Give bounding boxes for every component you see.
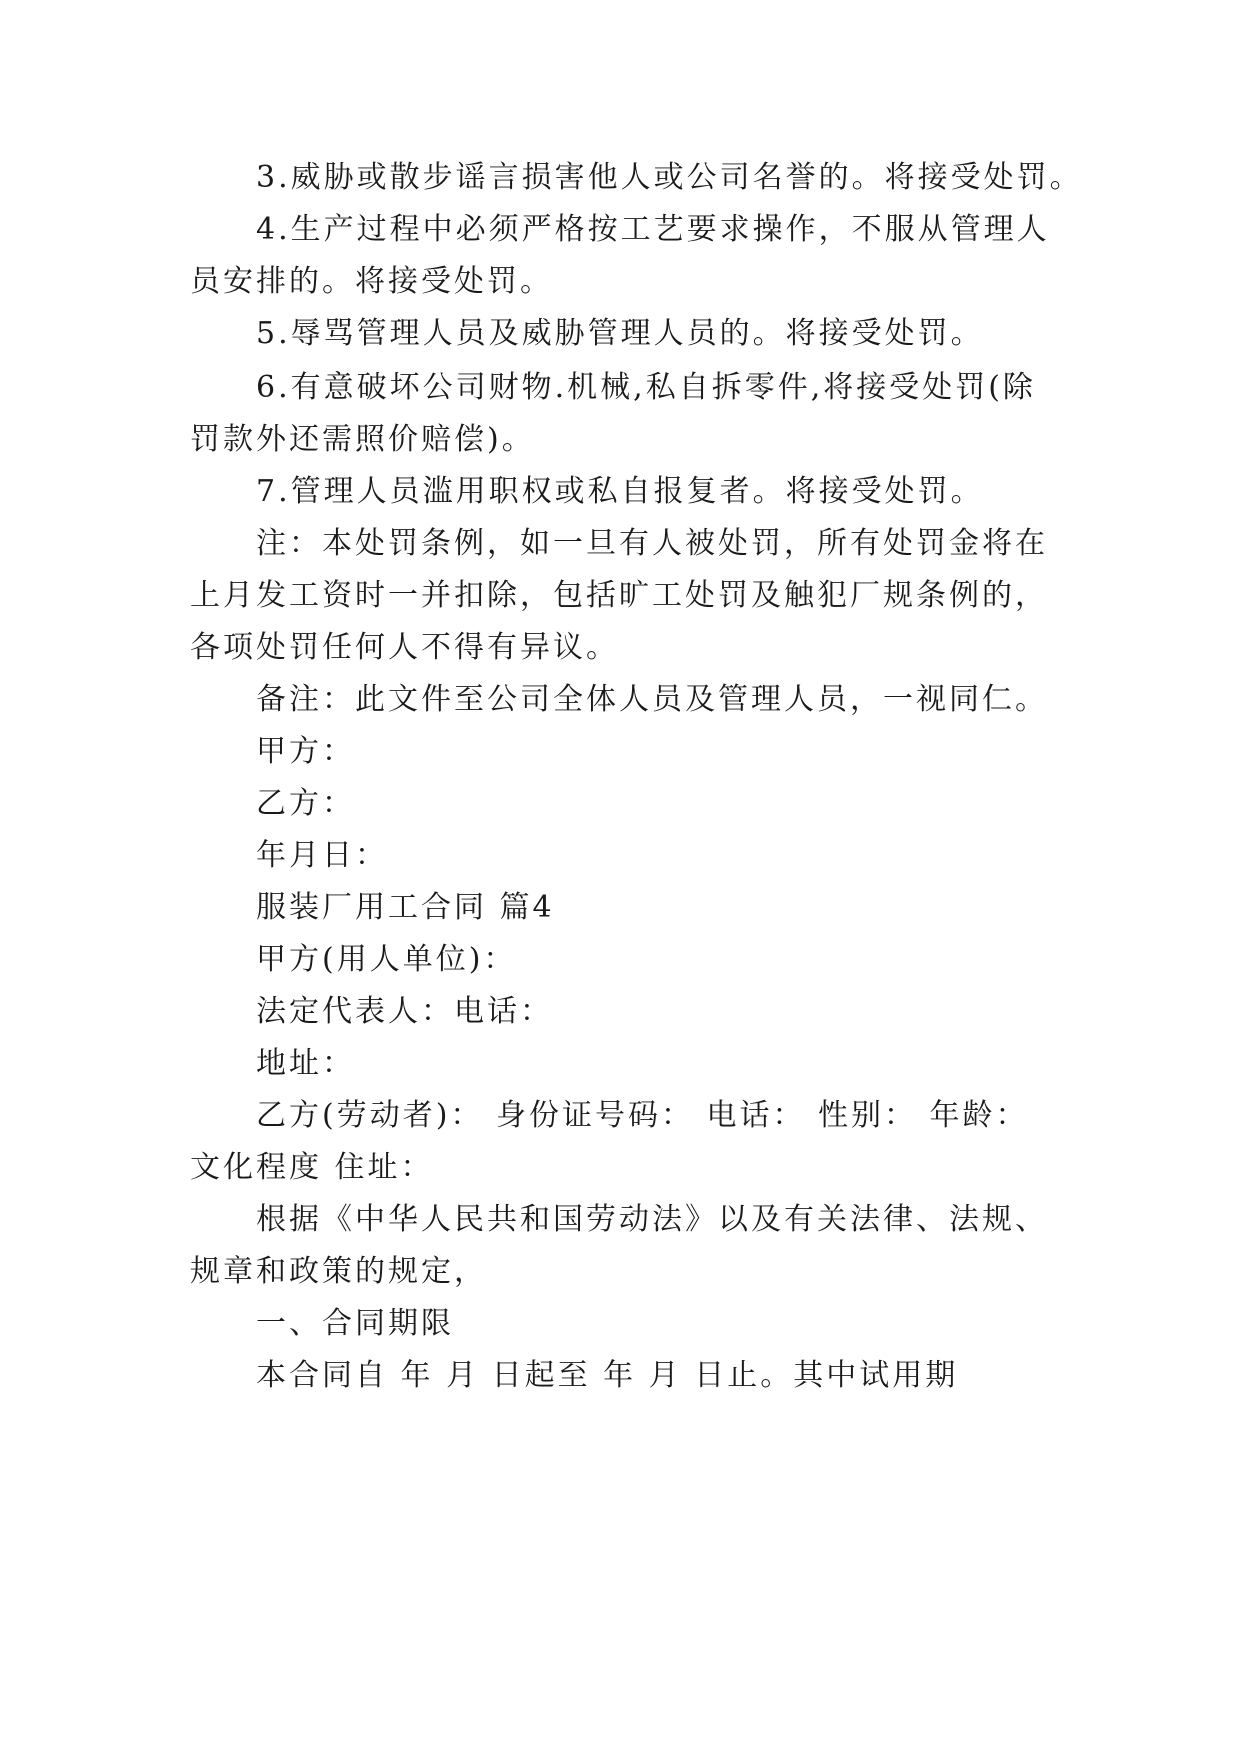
date-line: 年月日： xyxy=(256,838,388,873)
clause-4-line-1: 4.生产过程中必须严格按工艺要求操作，不服从管理人 xyxy=(256,212,1050,247)
section-title: 服装厂用工合同 篇4 xyxy=(256,890,555,925)
remark-line: 备注：此文件至公司全体人员及管理人员，一视同仁。 xyxy=(256,682,1048,717)
legal-basis-line-1: 根据《中华人民共和国劳动法》以及有关法律、法规、 xyxy=(256,1202,1048,1237)
contract-term-line: 本合同自 年 月 日起至 年 月 日止。其中试用期 xyxy=(256,1358,959,1393)
party-a-employer: 甲方(用人单位)： xyxy=(256,942,517,977)
party-b-worker-line-2: 文化程度 住址： xyxy=(190,1150,434,1185)
party-a-signature: 甲方： xyxy=(256,734,355,769)
clause-7: 7.管理人员滥用职权或私自报复者。将接受处罚。 xyxy=(256,474,984,509)
party-b-worker-line-1: 乙方(劳动者)： 身份证号码： 电话： 性别： 年龄： xyxy=(256,1098,1029,1133)
note-line-2: 上月发工资时一并扣除，包括旷工处罚及触犯厂规条例的， xyxy=(190,578,1048,613)
clause-3: 3.威胁或散步谣言损害他人或公司名誉的。将接受处罚。 xyxy=(256,160,1083,195)
note-line-3: 各项处罚任何人不得有异议。 xyxy=(190,630,619,665)
legal-representative: 法定代表人：电话： xyxy=(256,994,553,1029)
clause-4-line-2: 员安排的。将接受处罚。 xyxy=(190,264,553,299)
clause-6-line-2: 罚款外还需照价赔偿)。 xyxy=(190,422,535,457)
heading-contract-term: 一、合同期限 xyxy=(256,1306,454,1341)
note-line-1: 注：本处罚条例，如一旦有人被处罚，所有处罚金将在 xyxy=(256,526,1048,561)
clause-5: 5.辱骂管理人员及威胁管理人员的。将接受处罚。 xyxy=(256,316,984,351)
address-line: 地址： xyxy=(256,1046,355,1081)
clause-6-line-1: 6.有意破坏公司财物.机械,私自拆零件,将接受处罚(除 xyxy=(256,370,1036,405)
legal-basis-line-2: 规章和政策的规定， xyxy=(190,1254,487,1289)
party-b-signature: 乙方： xyxy=(256,786,355,821)
